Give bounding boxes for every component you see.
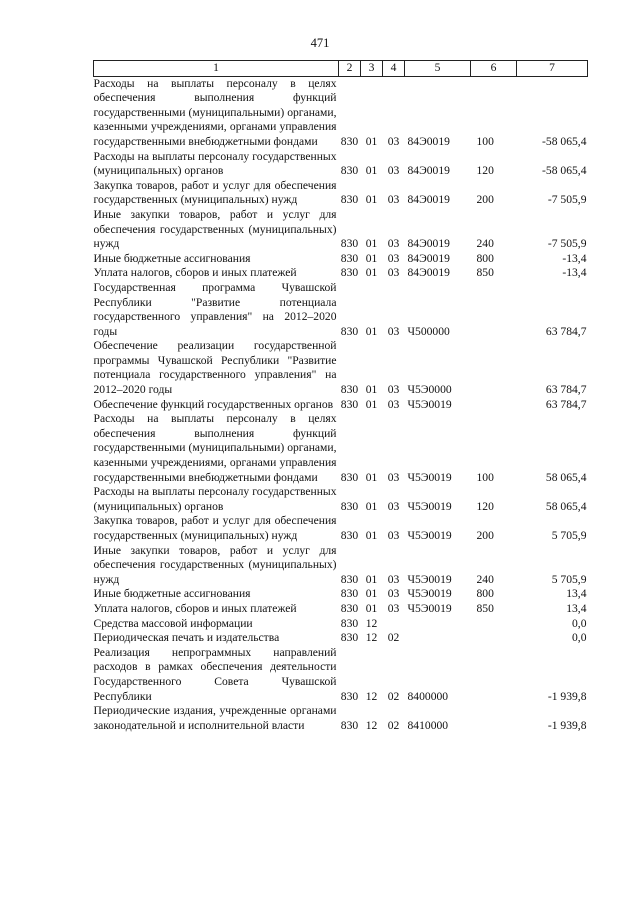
table-row [94, 704, 588, 733]
row-target-code: Ч5Э0019 [407, 529, 452, 542]
table-row [94, 485, 588, 514]
row-amount: -7 505,9 [547, 237, 587, 251]
header-col-7: 7 [517, 61, 588, 77]
row-section-code: 12 [365, 689, 378, 703]
row-target-code: 84Э0019 [407, 134, 450, 148]
row-amount: 58 065,4 [545, 499, 587, 513]
row-amount: 5 705,9 [551, 572, 587, 586]
row-ministry-code: 830 [340, 251, 359, 265]
row-amount: -58 065,4 [542, 134, 587, 148]
row-target-code: Ч500000 [407, 324, 450, 338]
table-row [94, 179, 588, 208]
row-expense-type [471, 631, 517, 646]
row-expense-type [471, 281, 517, 339]
row-expense-type: 120 [476, 499, 494, 513]
row-name: Периодическая печать и издательства [93, 631, 280, 645]
row-name: Расходы на выплаты персоналу в целях обеспечения выполнения функций государственными (муниципальными) органами, казенными учреждениями, органами управления государственными внебюджетными фондами [93, 412, 337, 484]
row-section-code: 01 [365, 529, 378, 542]
row-amount: -1 939,8 [547, 718, 587, 732]
row-subsection-code: 03 [387, 193, 400, 207]
row-amount: -1 939,8 [547, 689, 587, 703]
row-subsection-code: 03 [387, 587, 400, 601]
row-expense-type [471, 398, 517, 413]
table-row [94, 281, 588, 339]
row-expense-type: 850 [476, 601, 494, 615]
row-expense-type: 200 [476, 529, 494, 542]
row-target-code: 8400000 [407, 689, 449, 703]
row-ministry-code: 830 [340, 193, 359, 207]
row-name: Обеспечение функций государственных органов [93, 397, 334, 411]
row-subsection-code: 03 [387, 470, 400, 484]
row-amount: 0,0 [572, 631, 587, 645]
row-expense-type: 850 [476, 266, 494, 280]
row-target-code [405, 617, 471, 632]
table-row [94, 631, 588, 646]
row-name: Иные бюджетные ассигнования [93, 251, 251, 265]
row-expense-type: 100 [476, 134, 494, 148]
row-amount: 13,4 [566, 601, 587, 615]
row-ministry-code: 830 [340, 601, 359, 615]
row-subsection-code: 02 [387, 718, 400, 732]
row-section-code: 01 [365, 193, 378, 207]
row-amount: -13,4 [562, 266, 587, 280]
row-section-code: 01 [365, 572, 378, 586]
row-ministry-code: 830 [340, 572, 359, 586]
row-name: Иные бюджетные ассигнования [93, 587, 251, 601]
row-expense-type: 200 [476, 193, 494, 207]
row-name: Периодические издания, учрежденные органами законодательной и исполнительной власти [93, 704, 337, 732]
row-name: Закупка товаров, работ и услуг для обеспечения государственных (муниципальных) нужд [93, 178, 337, 207]
row-target-code: 84Э0019 [407, 237, 450, 251]
row-expense-type: 240 [476, 237, 494, 251]
row-subsection-code: 03 [387, 134, 400, 148]
row-subsection-code [383, 617, 405, 632]
budget-table [93, 60, 588, 733]
table-row [94, 150, 588, 179]
row-name: Уплата налогов, сборов и иных платежей [93, 266, 297, 280]
row-expense-type: 800 [476, 587, 494, 601]
row-subsection-code: 03 [387, 324, 400, 338]
row-amount: -13,4 [562, 251, 587, 265]
table-row [94, 514, 588, 543]
row-subsection-code: 03 [387, 266, 400, 280]
row-subsection-code: 03 [387, 251, 400, 265]
row-name: Расходы на выплаты персоналу в целях обеспечения выполнения функций государственными (муниципальными) органами, казенными учреждениями, органами управления государственными внебюджетными фондами [93, 76, 337, 148]
header-col-2: 2 [339, 61, 361, 77]
row-subsection-code: 02 [387, 631, 400, 645]
row-ministry-code: 830 [340, 383, 359, 397]
row-target-code: Ч5Э0019 [407, 572, 452, 586]
row-subsection-code: 03 [387, 237, 400, 251]
row-ministry-code: 830 [340, 587, 359, 601]
row-ministry-code: 830 [340, 397, 359, 411]
row-amount: 5 705,9 [551, 529, 587, 542]
row-section-code: 01 [365, 324, 378, 338]
row-expense-type [471, 646, 517, 704]
row-ministry-code: 830 [340, 529, 359, 542]
row-expense-type [471, 704, 517, 733]
row-name: Иные закупки товаров, работ и услуг для обеспечения государственных (муниципальных) нужд [93, 207, 337, 251]
row-target-code: 84Э0019 [407, 193, 450, 207]
row-amount: 0,0 [572, 616, 587, 630]
row-amount: 63 784,7 [545, 397, 587, 411]
row-section-code: 01 [365, 383, 378, 397]
row-target-code: 84Э0019 [407, 251, 450, 265]
row-target-code: Ч5Э0019 [407, 587, 452, 601]
table-row [94, 587, 588, 602]
row-subsection-code: 03 [387, 164, 400, 178]
row-target-code: Ч5Э0000 [407, 383, 452, 397]
row-ministry-code: 830 [340, 631, 359, 645]
row-expense-type [471, 617, 517, 632]
table-header-row [94, 61, 588, 77]
table-row [94, 412, 588, 485]
row-ministry-code: 830 [340, 324, 359, 338]
row-name: Закупка товаров, работ и услуг для обеспечения государственных (муниципальных) нужд [93, 514, 337, 542]
row-amount: 63 784,7 [545, 383, 587, 397]
table-row [94, 208, 588, 252]
header-col-1: 1 [94, 61, 339, 77]
row-section-code: 01 [365, 601, 378, 615]
row-name: Расходы на выплаты персоналу государственных (муниципальных) органов [93, 485, 337, 513]
row-name: Иные закупки товаров, работ и услуг для обеспечения государственных (муниципальных) нужд [93, 543, 337, 586]
row-name: Реализация непрограммных направлений расходов в рамках обеспечения деятельности Государственного Совета Чувашской Республики [93, 645, 337, 703]
table-row [94, 339, 588, 397]
row-subsection-code: 03 [387, 529, 400, 542]
row-expense-type [471, 339, 517, 397]
row-ministry-code: 830 [340, 718, 359, 732]
row-expense-type: 800 [476, 251, 494, 265]
row-subsection-code: 02 [387, 689, 400, 703]
table-row [94, 252, 588, 267]
row-ministry-code: 830 [340, 470, 359, 484]
row-ministry-code: 830 [340, 237, 359, 251]
row-subsection-code: 03 [387, 572, 400, 586]
row-section-code: 01 [365, 164, 378, 178]
header-col-5: 5 [405, 61, 471, 77]
table-row [94, 266, 588, 281]
row-target-code [405, 631, 471, 646]
header-col-4: 4 [383, 61, 405, 77]
row-amount: -58 065,4 [542, 164, 587, 178]
row-target-code: Ч5Э0019 [407, 601, 452, 615]
table-row [94, 76, 588, 149]
row-name: Расходы на выплаты персоналу государственных (муниципальных) органов [93, 149, 337, 178]
row-ministry-code: 830 [340, 499, 359, 513]
row-section-code: 12 [365, 718, 378, 732]
row-section-code: 01 [365, 251, 378, 265]
row-name: Средства массовой информации [93, 616, 253, 630]
row-amount: -7 505,9 [547, 193, 587, 207]
row-ministry-code: 830 [340, 266, 359, 280]
row-subsection-code: 03 [387, 499, 400, 513]
table-row [94, 544, 588, 588]
row-section-code: 12 [365, 616, 378, 630]
row-ministry-code: 830 [340, 689, 359, 703]
row-name: Государственная программа Чувашской Республики "Развитие потенциала государственного управления" на 2012–2020 годы [93, 280, 337, 338]
row-amount: 58 065,4 [545, 470, 587, 484]
row-target-code: Ч5Э0019 [407, 470, 452, 484]
row-amount: 63 784,7 [545, 324, 587, 338]
row-subsection-code: 03 [387, 383, 400, 397]
row-section-code: 01 [365, 470, 378, 484]
row-section-code: 01 [365, 134, 378, 148]
row-name: Обеспечение реализации государственной программы Чувашской Республики "Развитие потенциала государственного управления" на 2012–2020 годы [93, 339, 337, 397]
row-ministry-code: 830 [340, 134, 359, 148]
row-amount: 13,4 [566, 587, 587, 601]
row-section-code: 12 [365, 631, 378, 645]
row-ministry-code: 830 [340, 616, 359, 630]
header-col-3: 3 [361, 61, 383, 77]
table-row [94, 602, 588, 617]
table-row [94, 617, 588, 632]
row-target-code: 8410000 [407, 718, 449, 732]
table-row [94, 646, 588, 704]
row-section-code: 01 [365, 499, 378, 513]
header-col-6: 6 [471, 61, 517, 77]
table-row [94, 398, 588, 413]
page-number: 471 [310, 36, 330, 50]
row-expense-type: 120 [476, 164, 494, 178]
row-name: Уплата налогов, сборов и иных платежей [93, 601, 297, 615]
row-expense-type: 100 [476, 470, 494, 484]
row-section-code: 01 [365, 587, 378, 601]
row-subsection-code: 03 [387, 601, 400, 615]
row-target-code: Ч5Э0019 [407, 397, 452, 411]
row-expense-type: 240 [476, 572, 494, 586]
row-target-code: 84Э0019 [407, 164, 450, 178]
row-target-code: 84Э0019 [407, 266, 450, 280]
row-target-code: Ч5Э0019 [407, 499, 452, 513]
row-subsection-code: 03 [387, 397, 400, 411]
row-section-code: 01 [365, 397, 378, 411]
row-section-code: 01 [365, 266, 378, 280]
row-section-code: 01 [365, 237, 378, 251]
row-ministry-code: 830 [340, 164, 359, 178]
